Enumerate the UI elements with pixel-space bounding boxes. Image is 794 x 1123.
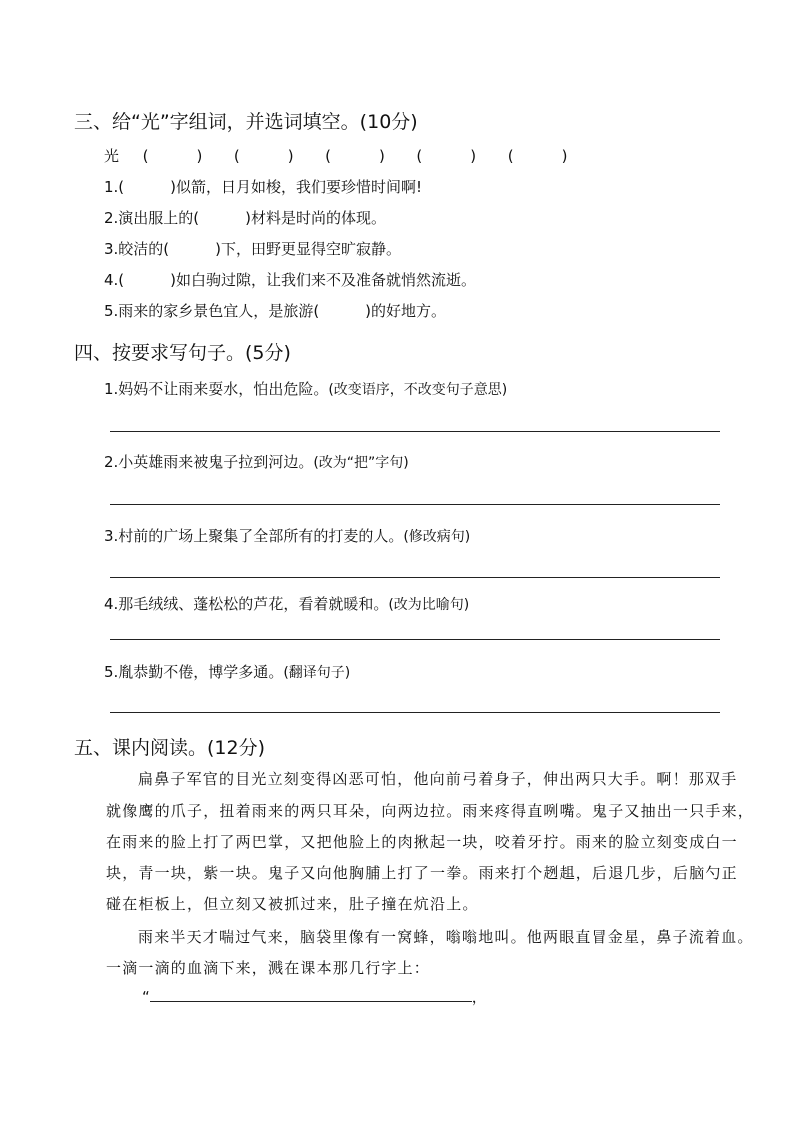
section4-heading: 四、按要求写句子。(5分) — [74, 342, 291, 364]
word-blank-5[interactable]: ( ) — [507, 147, 568, 165]
fill-question-5: 5.雨来的家乡景色宜人，是旅游( )的好地方。 — [104, 302, 447, 320]
passage-line: 就像鹰的爪子，扭着雨来的两只耳朵，向两边拉。雨来疼得直咧嘴。鬼子又抽出一只手来， — [106, 802, 755, 820]
answer-line-3[interactable] — [110, 577, 720, 578]
quote-answer-blank[interactable] — [150, 987, 472, 1002]
rewrite-question-5: 5.胤恭勤不倦，博学多通。(翻译句子) — [104, 663, 351, 681]
word-blank-3[interactable]: ( ) — [325, 147, 385, 165]
rewrite-question-4: 4.那毛绒绒、蓬松松的芦花，看着就暖和。(改为比喻句) — [104, 595, 470, 613]
word-blank-4[interactable]: ( ) — [416, 147, 477, 165]
fill-question-3: 3.皎洁的( )下，田野更显得空旷寂静。 — [104, 240, 402, 258]
quote-fill-line: “ ， — [142, 988, 487, 1006]
word-blank-1[interactable]: ( ) — [142, 147, 203, 165]
passage-line: 雨来半天才喘过气来，脑袋里像有一窝蜂，嗡嗡地叫。他两眼直冒金星，鼻子流着血。 — [138, 928, 754, 946]
passage-line: 碰在柜板上，但立刻又被抓过来，肚子撞在炕沿上。 — [106, 895, 479, 913]
guang-label: 光 — [104, 147, 120, 165]
answer-line-5[interactable] — [110, 712, 720, 713]
section3-heading: 三、给“光”字组词，并选词填空。(10分) — [74, 111, 418, 133]
answer-line-1[interactable] — [110, 431, 720, 432]
answer-line-2[interactable] — [110, 504, 720, 505]
passage-line: 块，青一块，紫一块。鬼子又向他胸脯上打了一拳。雨来打个趔趄，后退几步，后脑勺正 — [106, 864, 738, 882]
guang-word-row — [104, 145, 567, 166]
answer-line-4[interactable] — [110, 639, 720, 640]
rewrite-question-2: 2.小英雄雨来被鬼子拉到河边。(改为“把”字句) — [104, 453, 409, 471]
fill-question-1: 1.( )似箭，日月如梭，我们要珍惜时间啊! — [104, 178, 423, 196]
rewrite-question-3: 3.村前的广场上聚集了全部所有的打麦的人。(修改病句) — [104, 527, 471, 545]
passage-line: 一滴一滴的血滴下来，溅在课本那几行字上： — [106, 959, 431, 977]
section5-heading: 五、课内阅读。(12分) — [74, 737, 266, 759]
rewrite-question-1: 1.妈妈不让雨来耍水，怕出危险。(改变语序，不改变句子意思) — [104, 380, 508, 398]
passage-line: 扁鼻子军官的目光立刻变得凶恶可怕，他向前弓着身子，伸出两只大手。啊！那双手 — [138, 770, 738, 788]
passage-line: 在雨来的脸上打了两巴掌，又把他脸上的肉揪起一块，咬着牙拧。雨来的脸立刻变成白一 — [106, 833, 738, 851]
word-blank-2[interactable]: ( ) — [233, 147, 294, 165]
fill-question-4: 4.( )如白驹过隙，让我们来不及准备就悄然流逝。 — [104, 271, 477, 289]
fill-question-2: 2.演出服上的( )材料是时尚的体现。 — [104, 209, 387, 227]
